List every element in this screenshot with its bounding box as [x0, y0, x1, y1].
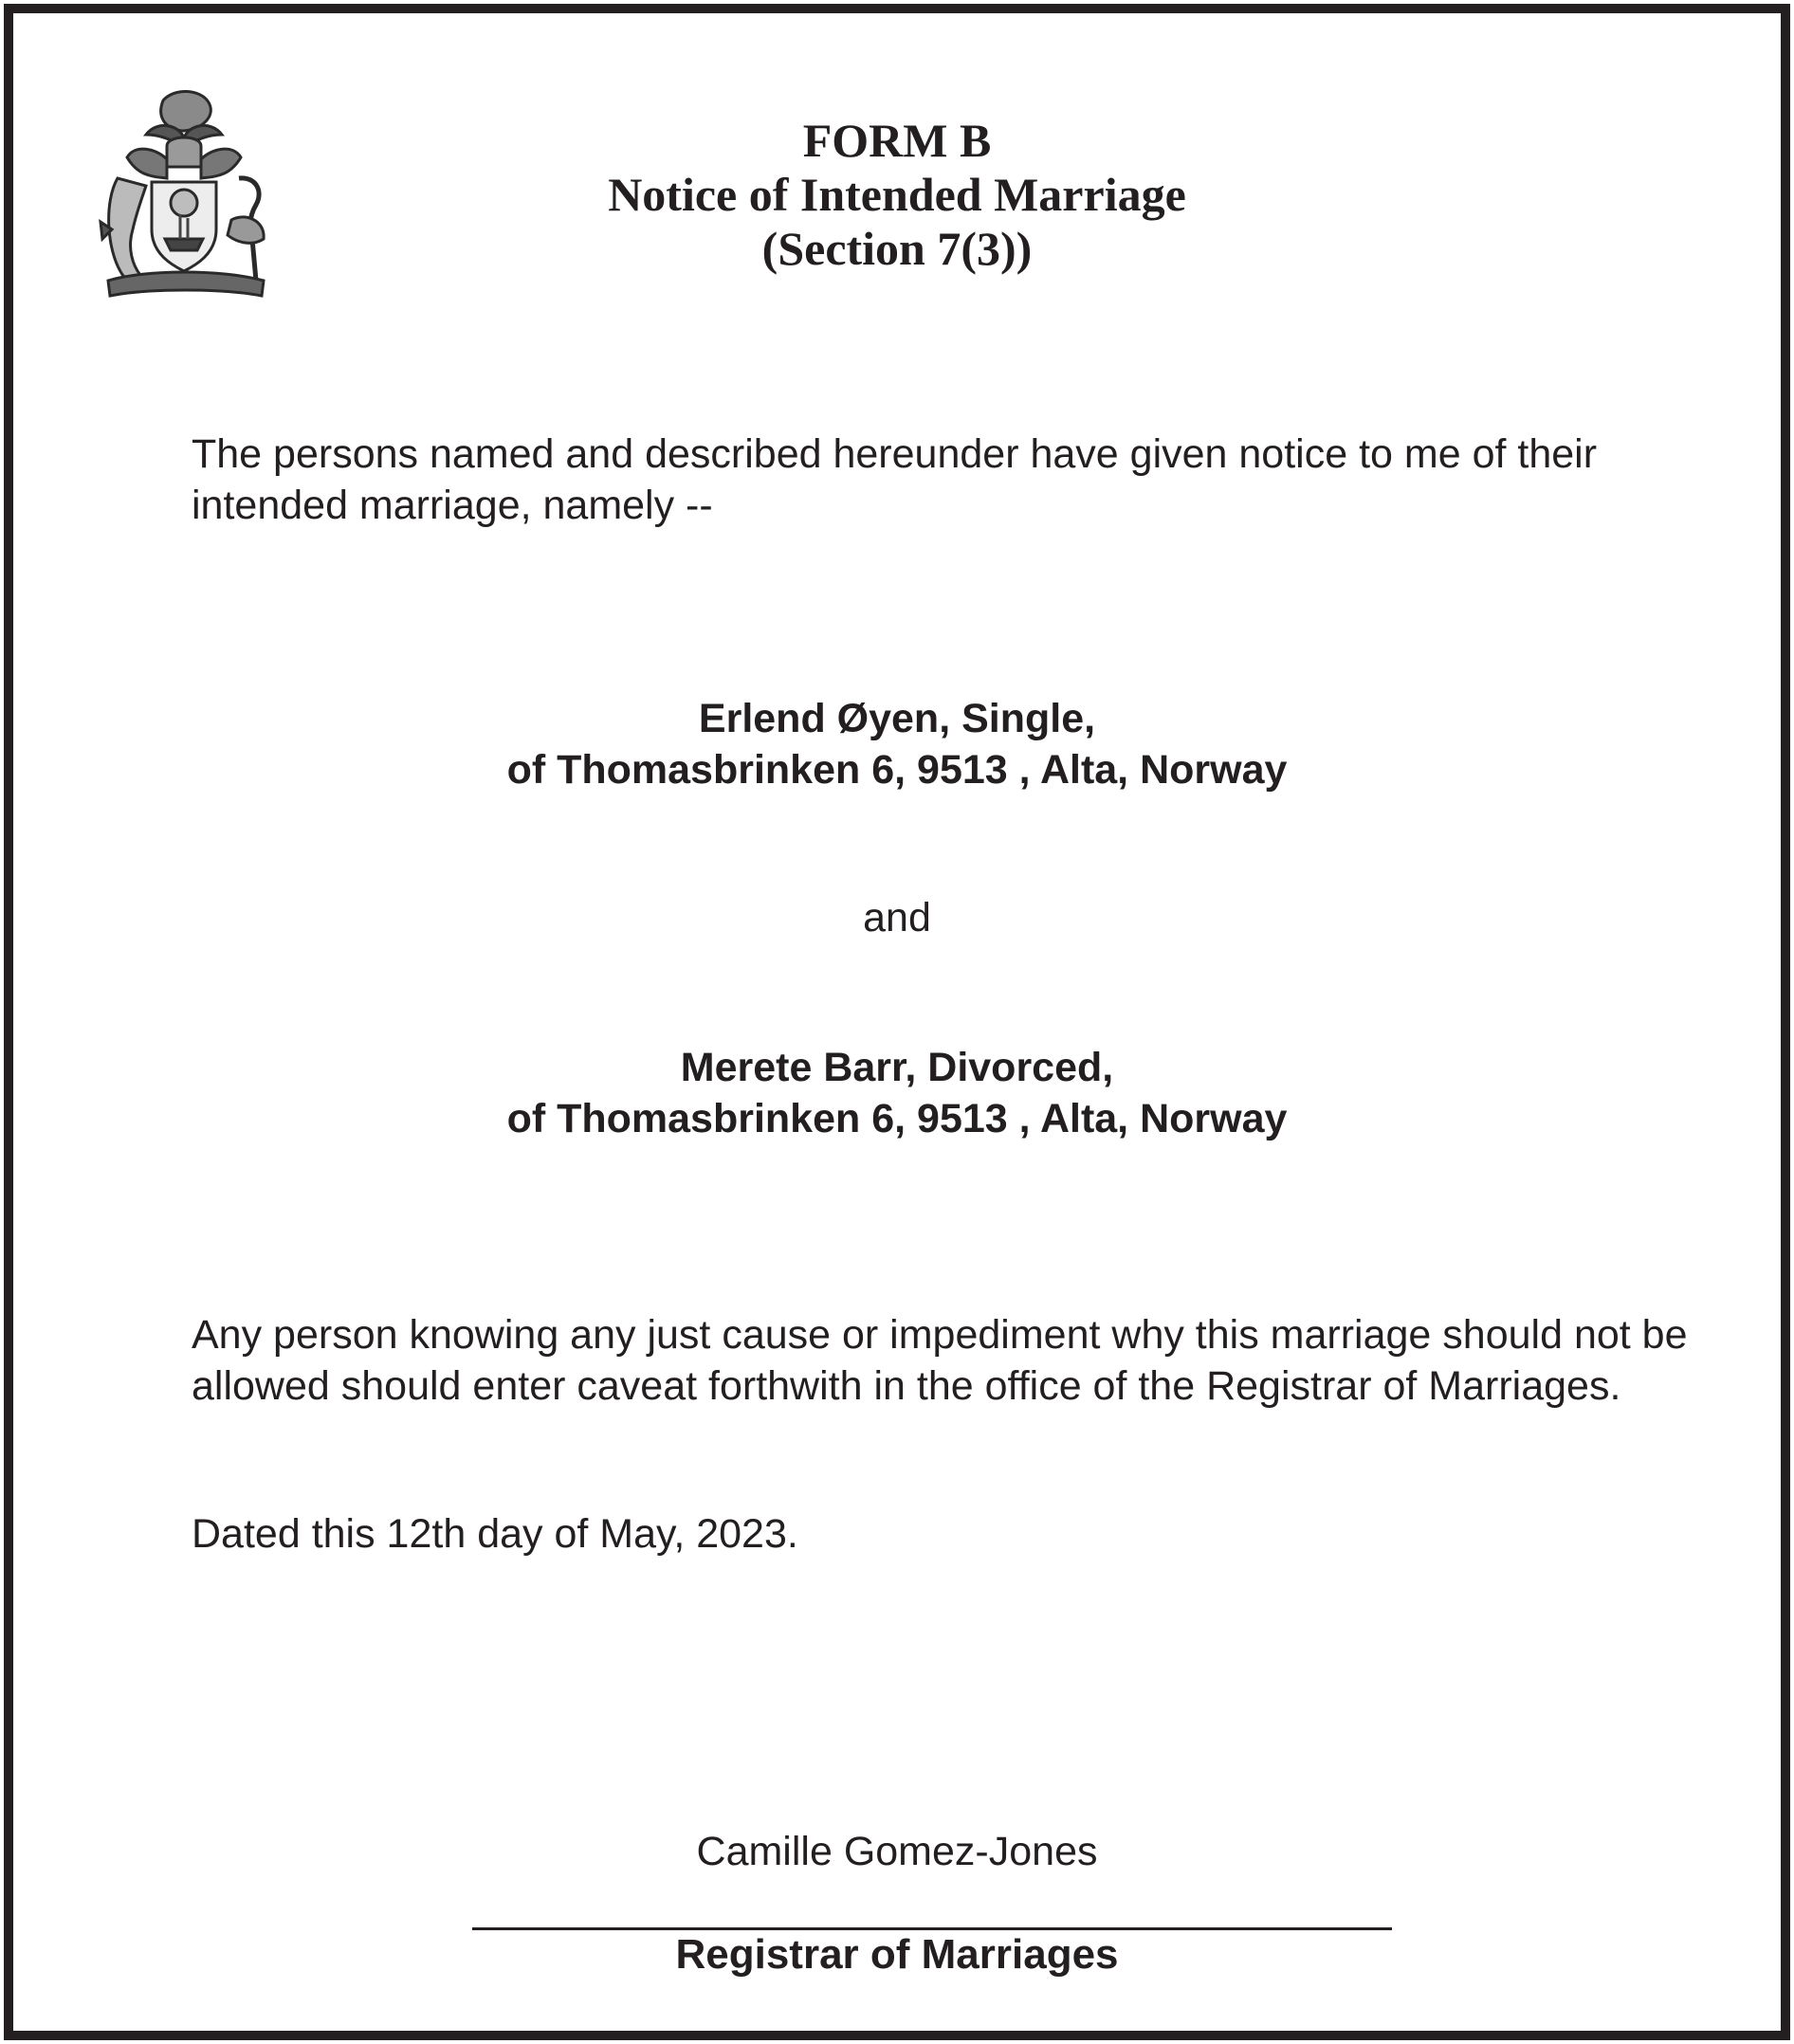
dated-line: Dated this 12th day of May, 2023.	[192, 1511, 798, 1557]
party-two-address: of Thomasbrinken 6, 9513 , Alta, Norway	[506, 1096, 1288, 1141]
form-label: FORM B	[802, 114, 992, 167]
party-one-name: Erlend Øyen, Single,	[698, 696, 1096, 741]
page-title: Notice of Intended Marriage	[608, 168, 1186, 221]
signer-title: Registrar of Marriages	[675, 1931, 1119, 1978]
conjunction: and	[863, 895, 931, 940]
party-two	[13, 1042, 1781, 1144]
intro-paragraph: The persons named and described hereunder have given notice to me of their intended marriage, namely --	[192, 431, 1598, 528]
signer-name: Camille Gomez-Jones	[696, 1829, 1098, 1874]
party-two-name: Merete Barr, Divorced,	[680, 1045, 1114, 1090]
party-one-address: of Thomasbrinken 6, 9513 , Alta, Norway	[506, 747, 1288, 793]
section-reference: (Section 7(3))	[761, 222, 1033, 275]
party-one	[13, 693, 1781, 795]
form-header	[13, 114, 1781, 276]
caveat-paragraph: Any person knowing any just cause or impediment why this marriage should not be allowed should enter caveat forthwith in the office of the Registrar of Marriages.	[192, 1312, 1688, 1409]
notice-frame	[4, 4, 1790, 2040]
